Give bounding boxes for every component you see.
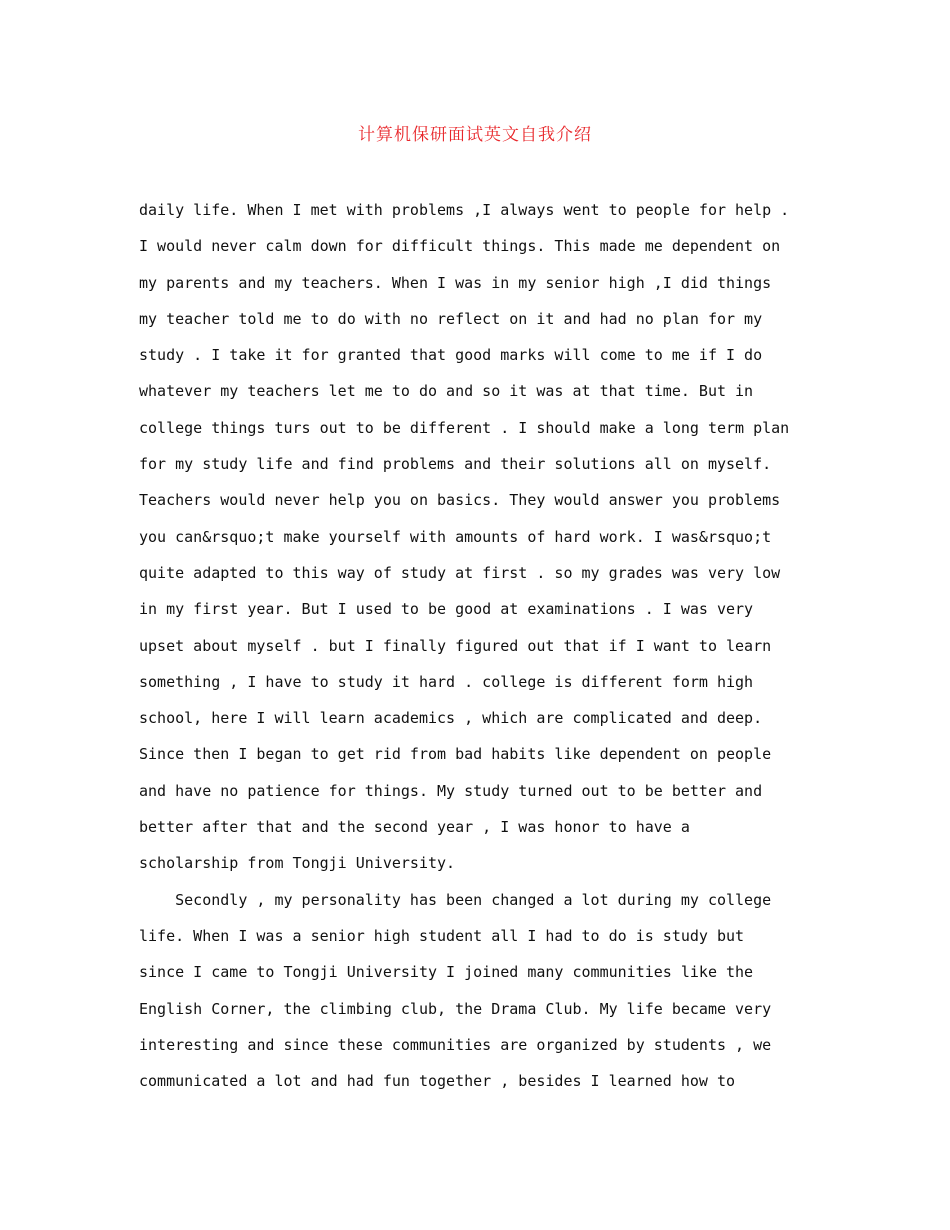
text-line: for my study life and find problems and their solutions all on myself.	[139, 455, 772, 474]
text-line: study . I take it for granted that good marks will come to me if I do	[139, 346, 763, 365]
text-line: in my first year. But I used to be good at examinations . I was very	[139, 600, 754, 619]
text-line: my teacher told me to do with no reflect on it and had no plan for my	[139, 309, 763, 328]
text-line: you can&rsquo;t make yourself with amounts of hard work. I was&rsquo;t	[139, 527, 772, 546]
document-body	[139, 192, 819, 1099]
text-line: life. When I was a senior high student all I had to do is study but	[139, 926, 745, 945]
text-line: communicated a lot and had fun together , besides I learned how to	[139, 1072, 736, 1091]
text-line: quite adapted to this way of study at first . so my grades was very low	[139, 563, 781, 582]
text-line: something , I have to study it hard . college is different form high	[139, 672, 754, 691]
text-line: daily life. When I met with problems ,I always went to people for help .	[139, 201, 790, 219]
text-line: upset about myself . but I finally figured out that if I want to learn	[139, 636, 772, 655]
text-line: English Corner, the climbing club, the Drama Club. My life became very	[139, 999, 772, 1018]
text-line: Teachers would never help you on basics. They would answer you problems	[139, 491, 781, 510]
text-line: school, here I will learn academics , which are complicated and deep.	[139, 709, 763, 728]
text-line: interesting and since these communities are organized by students , we	[139, 1035, 772, 1054]
text-line: my parents and my teachers. When I was in my senior high ,I did things	[139, 273, 772, 292]
document-title: 计算机保研面试英文自我介绍	[358, 125, 592, 145]
text-line: Since then I began to get rid from bad habits like dependent on people	[139, 745, 772, 764]
text-line: and have no patience for things. My study turned out to be better and	[139, 781, 763, 800]
text-line: since I came to Tongji University I joined many communities like the	[139, 963, 754, 982]
text-line: whatever my teachers let me to do and so it was at that time. But in	[139, 382, 754, 401]
text-line: Secondly , my personality has been changed a lot during my college	[139, 890, 772, 909]
text-line: scholarship from Tongji University.	[139, 854, 456, 873]
text-line: better after that and the second year , I was honor to have a	[139, 818, 690, 837]
text-line: college things turs out to be different . I should make a long term plan	[139, 418, 790, 437]
text-line: I would never calm down for difficult things. This made me dependent on	[139, 237, 781, 256]
